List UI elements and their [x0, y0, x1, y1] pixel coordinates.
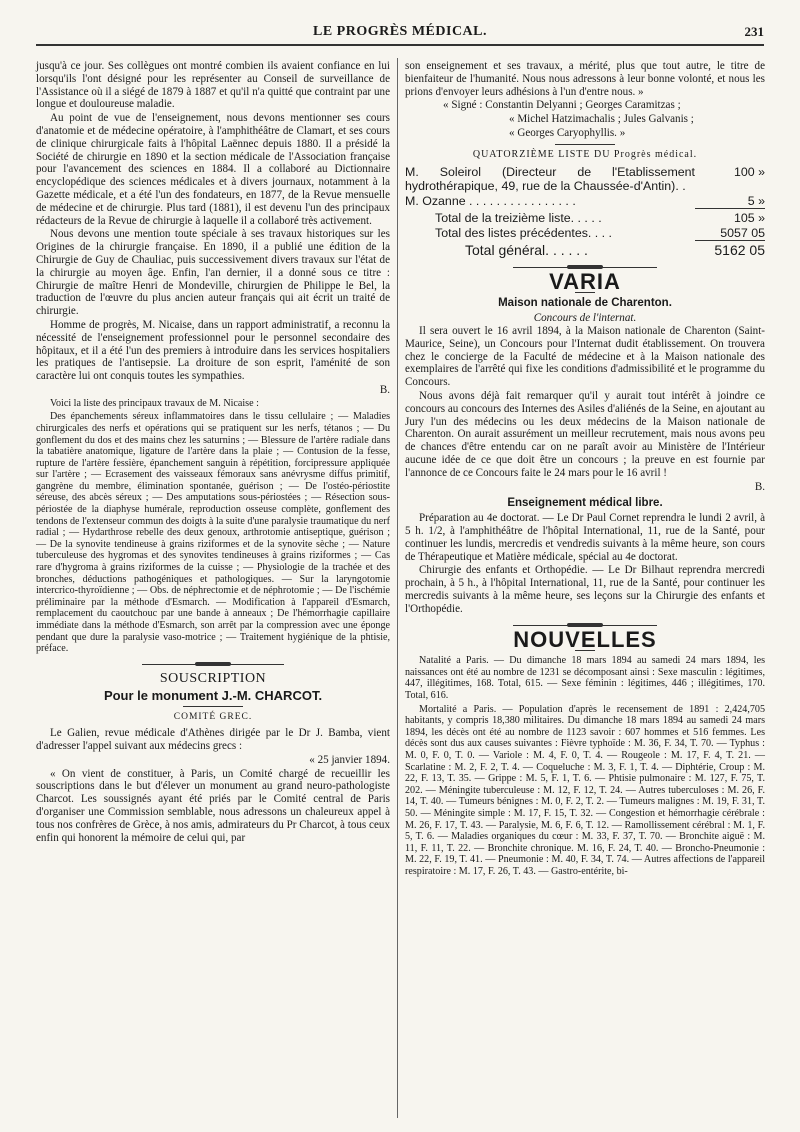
- paragraph: Homme de progrès, M. Nicaise, dans un rapport administratif, a reconnu la nécessité de l'enseignement professionnel pour le personnel secondaire des hôpitaux, et il a été l'un des premiers à introduire dans les services hospitaliers les pratiques de l'antisepsie. La droiture de son esprit, l'aménité de son caractère lui ont conquis toutes les sympathies.: [36, 318, 390, 383]
- paragraph: « On vient de constituer, à Paris, un Comité chargé de recueillir les souscriptions dans le but d'élever un monument au grand neuro-pathologiste Charcot. Les soussignés ayant été priés par le Comité central de Paris d'organiser une Commission semblable, nous adressons un chaleureux appel à tous nos confrères de Grèce, à nos amis, admirateurs du Pr Charcot, à tous ceux enfin qui honorent la mémoire de celui qui, par: [36, 767, 390, 844]
- page-number: 231: [744, 24, 764, 39]
- date-line: « 25 janvier 1894.: [309, 753, 390, 766]
- subscription-table: [405, 165, 765, 258]
- table-row: [405, 226, 765, 241]
- total-amount: 105 »: [695, 209, 765, 226]
- subscriber-name: M. Ozanne . . . . . . . . . . . . . . . .: [405, 193, 576, 208]
- paragraph: Au point de vue de l'enseignement, nous devons mentionner ses cours d'anatomie et de médecine opératoire, à l'amphithéâtre de Clamart, et ses cours de clinique chirurgicale faits à l'hôpital Laënnec depuis 1880. Il a présidé la Société de chirurgie en 1890 et la section médicale de l'Association française pour l'avancement des sciences en 1884. Il a collaboré au Dictionnaire encyclopédique des sciences médicales et à divers journaux, notamment à la Gazette médicale, et a été l'un des fondateurs, en 1877, de la Revue mensuelle de médecine et de chirurgie. Plus tard (1881), il est devenu l'un des principaux rédacteurs de la Revue de chirurgie à laquelle il a collaboré très activement.: [36, 112, 390, 227]
- signature: B.: [379, 383, 390, 396]
- section-title-varia: VARIA: [549, 268, 621, 294]
- section-subtitle-charcot: Pour le monument J.-M. CHARCOT.: [103, 687, 323, 703]
- signature-line: « Signé : Constantin Delyanni ; Georges Caramitzas ;: [443, 99, 681, 112]
- paragraph: jusqu'à ce jour. Ses collègues ont montré combien ils avaient confiance en lui lorsqu'ils l'ont désigné pour les représenter au Conseil de surveillance de l'Assistance où il a siégé de 1879 à 1887 et qu'il n'a quitté que contraint par une longue et douloureuse maladie.: [36, 60, 390, 111]
- works-list-title: Voici la liste des principaux travaux de M. Nicaise :: [50, 397, 259, 409]
- paragraph: Il sera ouvert le 16 avril 1894, à la Maison nationale de Charenton (Saint-Maurice, Seine), un Concours pour l'Internat dudit établissement. On trouvera chez le concierge de la Faculté de médecine et à la Maison nationale des exemplaires de l'arrêté qui fixe les conditions d'admissibilité et le programme du Concours.: [405, 324, 765, 389]
- subsection-title: Enseignement médical libre.: [507, 497, 663, 510]
- signature: B.: [754, 480, 765, 493]
- paragraph: Préparation au 4e doctorat. — Le Dr Paul Cornet reprendra le lundi 2 avril, à 5 h. 1/2, à l'amphithéâtre de l'hôpital International, 11, rue de la Santé, pour continuer les lundis, mercredis et vendredis suivants à la même heure, son cours de Thérapeutique et Matière médicale, spécial au 4e doctorat.: [405, 512, 765, 563]
- subscriber-name: M. Soleirol (Directeur de l'Etablissement hydrothérapique, 49, rue de la Chaussée-d'Antin). .: [405, 164, 695, 194]
- paragraph: Nous devons une mention toute spéciale à ses travaux historiques sur les Origines de la chirurgie française. En 1890, il a publié une édition de la Chirurgie de Guy de Chauliac, puis successivement divers travaux sur l'état de la chirurgie au moyen âge. Enfin, l'an dernier, il a donné sous ce titre : Chirurgie de maître Henri de Mondeville, chirurgien de Philippe le Bel, la traduction de l'œuvre du plus ancien auteur français qui ait écrit un traité de chirurgie.: [36, 228, 390, 318]
- grand-total-label: Total général. . . . . .: [465, 241, 588, 258]
- short-rule: [555, 144, 615, 145]
- subscriber-amount: 100 »: [733, 164, 765, 179]
- header-rule: [36, 44, 764, 46]
- paragraph: son enseignement et ses travaux, a mérité, plus que tout autre, le titre de bienfaiteur de l'humanité. Nous nous adressons à leur bonne volonté, et nous les prions d'envoyer leurs adhésions à l'un d'entre nous. »: [405, 60, 765, 98]
- column-divider: [397, 58, 398, 1118]
- page-header: [36, 24, 764, 44]
- paragraph: Chirurgie des enfants et Orthopédie. — Le Dr Bilhaut reprendra mercredi prochain, à 5 h., à l'hôpital International, 11, rue de la Santé, pour continuer les mercredis suivants à la même heure, ses leçons sur la Chirurgie des enfants et l'Orthopédie.: [405, 564, 765, 615]
- section-title-souscription: SOUSCRIPTION: [159, 670, 267, 686]
- comite-title: COMITÉ GREC.: [173, 712, 253, 723]
- total-amount: 5057 05: [720, 225, 765, 240]
- paragraph: Mortalité a Paris. — Population d'après le recensement de 1891 : 2,424,705 habitants, y compris 18,380 militaires. Du dimanche 18 mars 1894 au samedi 24 mars 1894, les décès ont été au nombre de 1123 savoir : 607 hommes et 516 femmes. Les décès sont dus aux causes suivantes : Fièvre typhoïde : M. 36, F. 34, T. 70. — Typhus : M. 0, F. 0, T. 0. — Variole : M. 4, F. 0, T. 4. — Rougeole : M. 17, F. 4, T. 21. — Scarlatine : M. 2, F. 2, T. 4. — Coqueluche : M. 3, F. 1, T. 4. — Diphtérie, Croup : M. 22, F. 13, T. 35. — Grippe : M. 5, F. 1, T. 6. — Phtisie pulmonaire : M. 127, F. 75, T. 202. — Méningite tuberculeuse : M. 12, F. 12, T. 24. — Autres tuberculoses : M. 26, F. 14, T. 40. — Tumeurs bénignes : M. 0, F. 2, T. 2. — Tumeurs malignes : M. 19, F. 31, T. 50. — Méningite simple : M. 17, F. 15, T. 32. — Congestion et hémorrhagie cérébrale : M. 26, F. 17, T. 43. — Paralysie, M. 6, F. 6, T. 12. — Ramollissement cérébral : M. 1, F. 5, T. 6. — Maladies organiques du cœur : M. 33, F. 37, T. 70. — Bronchite aiguë : M. 11, F. 11, T. 22. — Bronchite chronique. M. 16, F. 24, T. 40. — Broncho-Pneumonie : M. 22, F. 19, T. 41. — Pneumonie : M. 40, F. 34, T. 74. — Autres affections de l'appareil respiratoire : M. 17, F. 26, T. 43. — Gastro-entérite, bi-: [405, 703, 765, 877]
- short-rule: [183, 706, 243, 707]
- total-label: Total de la treizième liste. . . . .: [435, 210, 602, 225]
- ornament-divider: [36, 661, 390, 667]
- signature-line: « Georges Caryophyllis. »: [509, 126, 626, 139]
- section-title-nouvelles: NOUVELLES: [513, 626, 657, 652]
- subsection-title: Maison nationale de Charenton.: [498, 297, 672, 310]
- paragraph: Le Galien, revue médicale d'Athènes dirigée par le Dr J. Bamba, vient d'adresser l'appel suivant aux médecins grecs :: [36, 727, 390, 752]
- left-column: [36, 60, 390, 845]
- table-row: [405, 209, 765, 226]
- grand-total-amount: 5162 05: [695, 241, 765, 258]
- journal-title: LE PROGRÈS MÉDICAL.: [312, 24, 488, 39]
- right-column: [405, 60, 765, 880]
- table-row: [405, 194, 765, 209]
- subscription-list-title: QUATORZIÈME LISTE DU Progrès médical.: [472, 148, 698, 160]
- subsection-subtitle: Concours de l'internat.: [533, 312, 637, 325]
- subscriber-amount: 5 »: [747, 193, 765, 208]
- table-row: [405, 241, 765, 258]
- works-list: [36, 398, 390, 655]
- table-row: [405, 165, 765, 194]
- paragraph: Nous avons déjà fait remarquer qu'il y aurait tout intérêt à joindre ce concours au concours des Internes des Asiles d'aliénés de la Seine, en ajoutant au Jury l'un des médecins ou les deux médecins de la Maison nationale de Charenton. On aurait assurément un meilleur recrutement, mais nous avons peu de chances d'être entendu car on ne paraît avoir au Ministère de l'Intérieur aucune idée de ce que doit être un concours ; la preuve en est fournie par l'annonce de ce Concours faite le 24 mars pour le 16 avril !: [405, 389, 765, 479]
- ornament-divider: [405, 622, 765, 628]
- works-list-text: Des épanchements séreux inflammatoires dans le tissu cellulaire ; — Maladies chirurgicales des nerfs et opérations qui se pratiquent sur les nerfs, tétanos ; — Du gonflement du dos et des mains chez les saturnins ; — Blessure de l'artère radiale dans la tabatière anatomique, ligature de l'artère dans la plaie ; — Contusion de la fesse, rupture de l'artère fessière, épanchement sanguin à répétition, forcipressure appliquée sur l'artère ; — Ecrasement des vaisseaux fémoraux sans anévrysme diffus primitif, gangrène du membre, élimination spontanée, guérison ; — De l'ostéo-périostite séreuse, des abcès séreux ; — Des amputations sous-périostées ; — Résection sous-périostée de la diaphyse humérale, reproduction osseuse complète, gonflement des tendons de l'extenseur commun des doigts à la suite d'une paralysie traumatique du nerf radial ; — Hydarthrose rebelle des deux genoux, arthrotomie antiseptique, guérison ; — De la synovite tendineuse à grains riziformes et de la synovite sèche ; — Nature tuberculeuse des hygromas et des synovites tendineuses à grains riziformes ; — Cas rare d'hygroma à grains riziformes de la cuisse ; — Physiologie de la trachée et des bronches, déductions pathogéniques et pathologiques. — Sur la laryngotomie intercrico-thyroïdienne ; — Obs. de néphrectomie et de néphrotomie ; — De l'ischémie préliminaire par la méthode d'Esmarch. — Modification à l'appareil d'Esmarch, remplacement du caoutchouc par une bande à anneaux ; De l'hémorrhagie capillaire immédiate dans la méthode d'Esmarch, son arrêt par la compression avec une éponge pendant que dure la paralysie vaso-motrice ; — Traitement hygiénique de la phtisie, préface.: [36, 411, 390, 655]
- total-label: Total des listes précédentes. . . .: [435, 225, 613, 240]
- news-block: [405, 655, 765, 877]
- paragraph: Natalité a Paris. — Du dimanche 18 mars 1894 au samedi 24 mars 1894, les naissances ont été au nombre de 1231 se décomposant ainsi : Sexe masculin : légitimes, 447, illégitimes, 168. Total, 615. — Sexe féminin : légitimes, 446 ; illégitimes, 170. Total, 616.: [405, 655, 765, 702]
- signature-line: « Michel Hatzimachalis ; Jules Galvanis ;: [509, 113, 694, 126]
- ornament-divider: [405, 264, 765, 270]
